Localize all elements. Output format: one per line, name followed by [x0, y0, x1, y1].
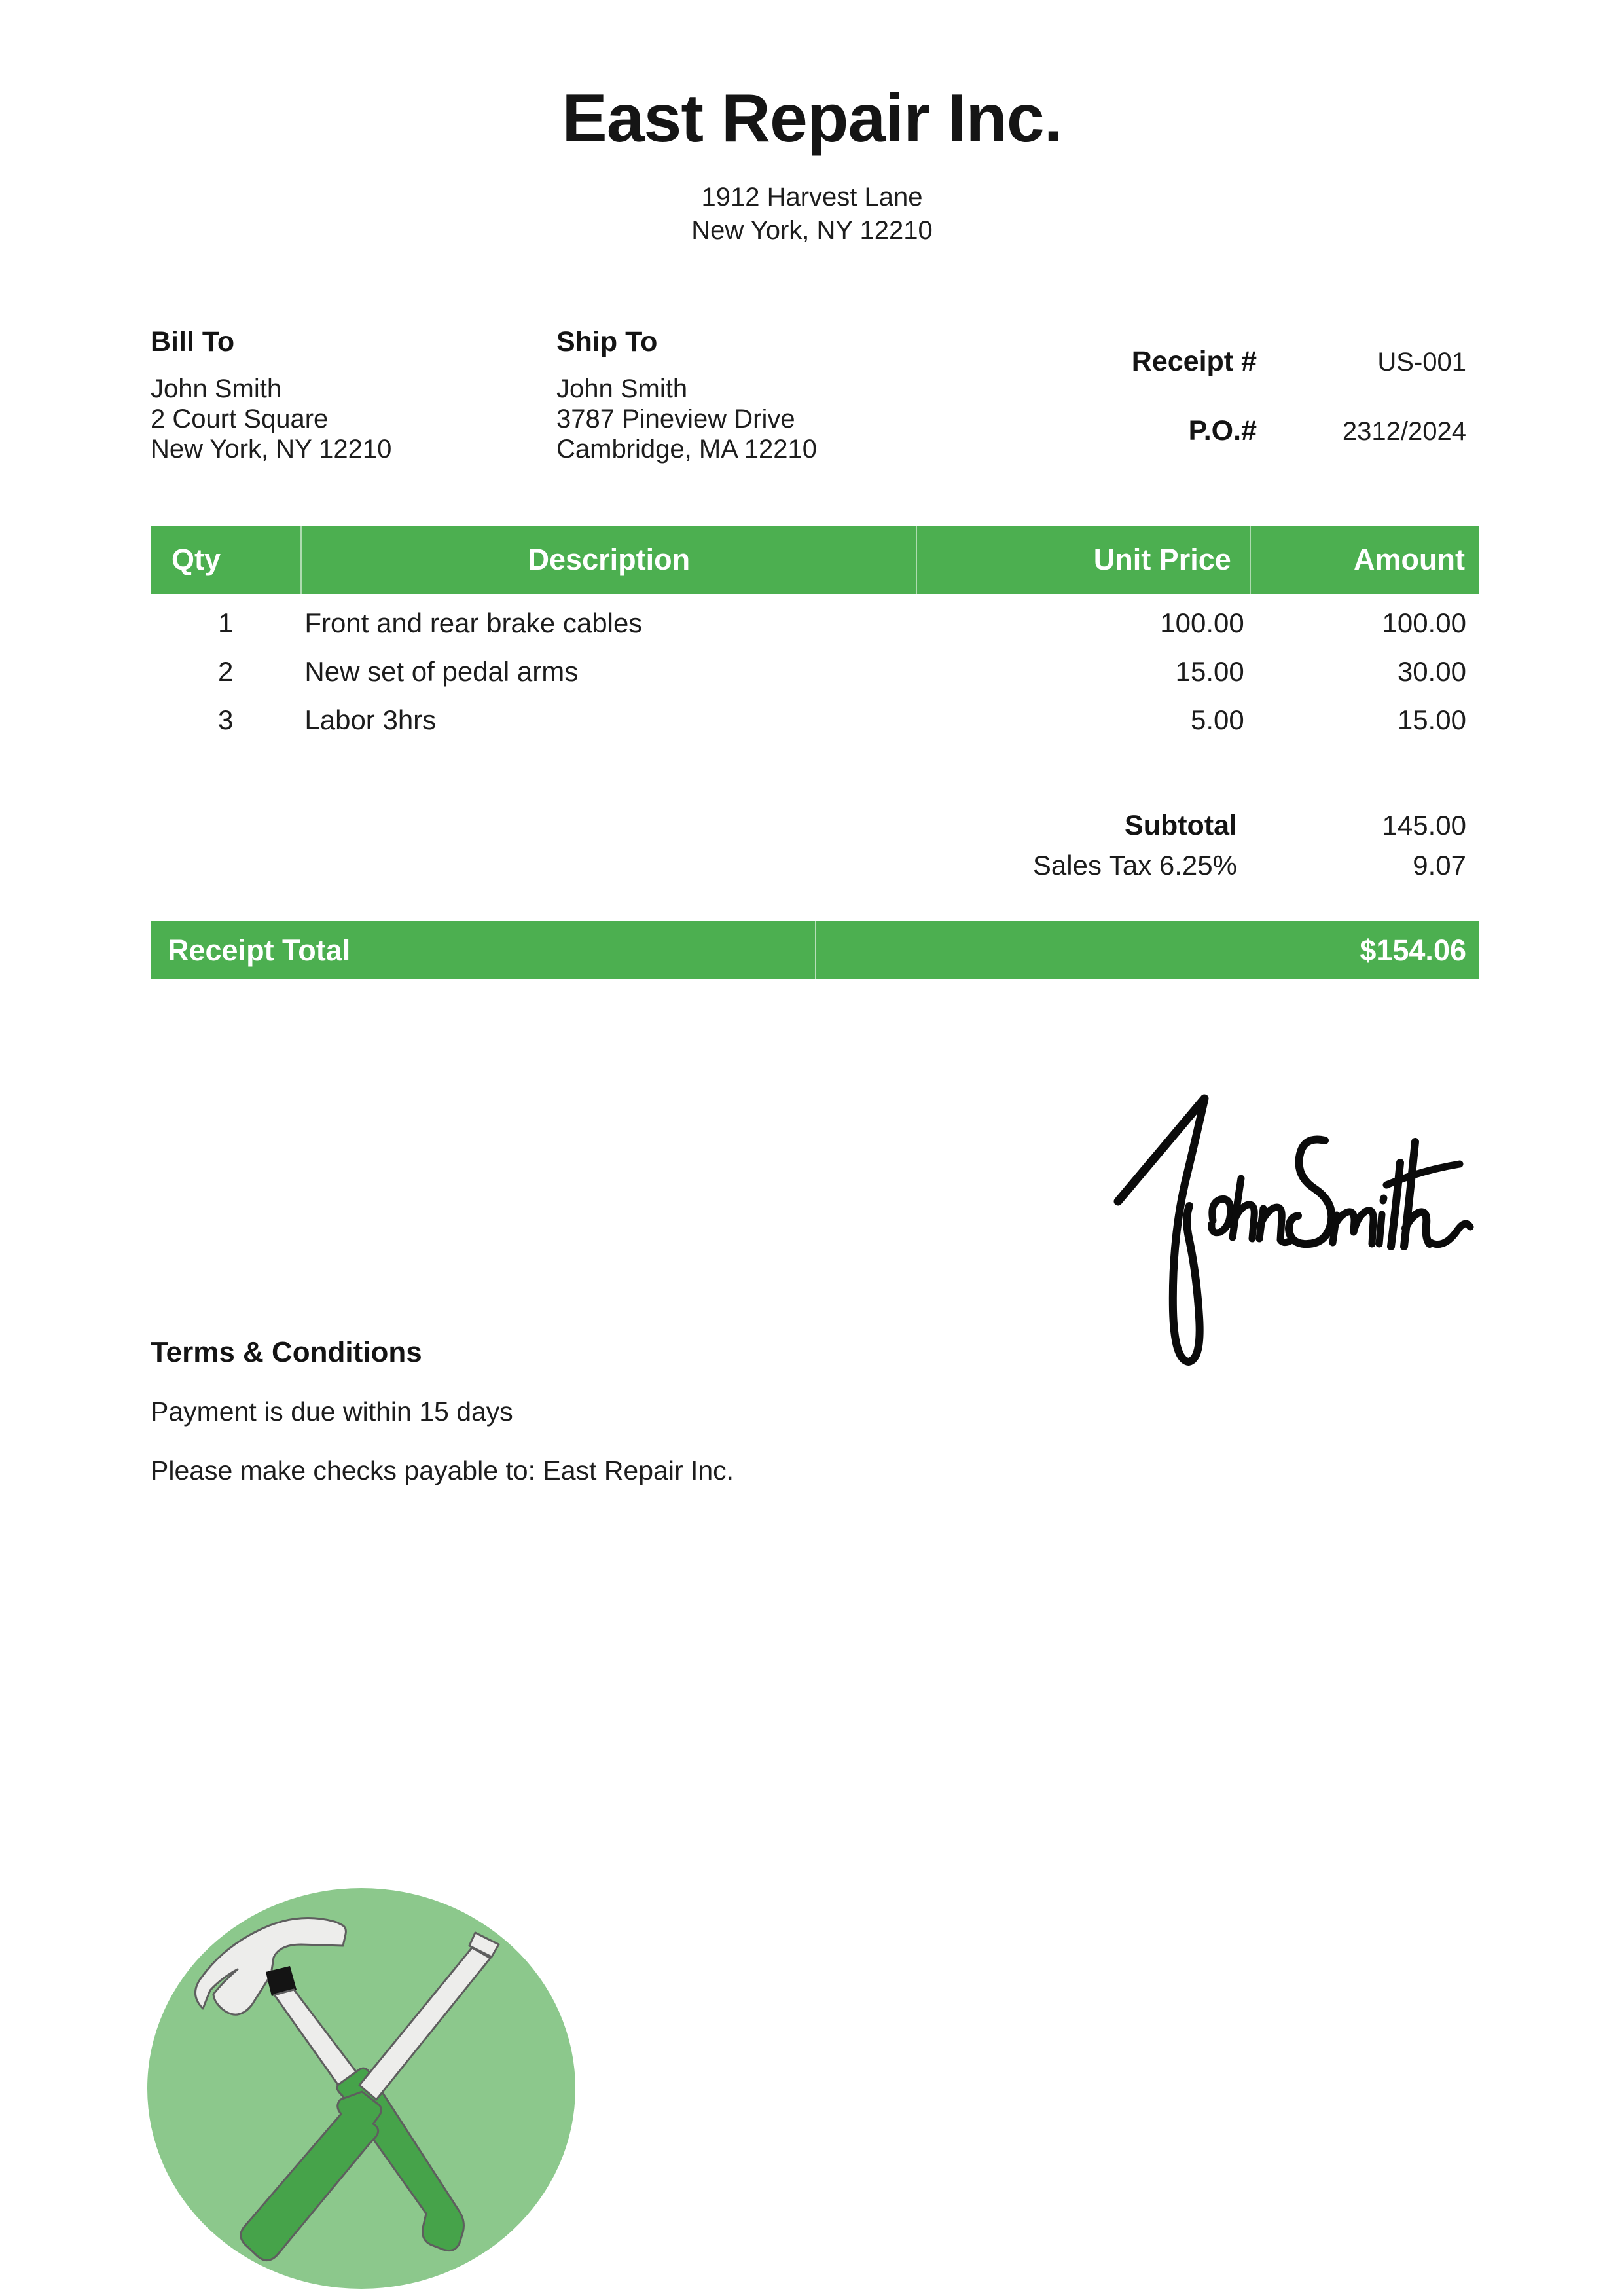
- table-row: [151, 647, 1479, 696]
- receipt-number-label: Receipt #: [1131, 346, 1257, 377]
- row-unit-price: 5.00: [1191, 704, 1244, 735]
- po-number-row: [982, 415, 1466, 447]
- row-unit-price: 15.00: [1175, 656, 1244, 687]
- bill-to-name: John Smith: [151, 374, 282, 403]
- receipt-number-value: US-001: [1377, 348, 1466, 376]
- terms-heading: Terms & Conditions: [151, 1336, 422, 1368]
- row-description: Front and rear brake cables: [304, 608, 643, 638]
- row-qty: 2: [218, 656, 234, 687]
- sales-tax-value: 9.07: [1413, 850, 1466, 881]
- row-amount: 30.00: [1397, 656, 1466, 687]
- row-qty: 3: [218, 704, 234, 735]
- ship-to-street: 3787 Pineview Drive: [556, 405, 795, 433]
- header-unit-price: Unit Price: [916, 526, 1250, 594]
- receipt-total-label: Receipt Total: [168, 933, 351, 967]
- table-row: [151, 696, 1479, 744]
- bill-to-address: [151, 374, 391, 464]
- row-unit-price: 100.00: [1160, 608, 1244, 638]
- items-table: [151, 526, 1479, 744]
- terms-line-2: Please make checks payable to: East Repair Inc.: [151, 1455, 734, 1485]
- bill-to-street: 2 Court Square: [151, 405, 329, 433]
- bill-to-city: New York, NY 12210: [151, 435, 392, 464]
- signature: [1106, 1080, 1479, 1388]
- subtotal-label: Subtotal: [1125, 810, 1237, 841]
- ship-to-name: John Smith: [556, 374, 688, 403]
- company-name: East Repair Inc.: [562, 81, 1062, 156]
- receipt-number-row: [982, 346, 1466, 378]
- receipt-total-bar: [151, 921, 1479, 979]
- terms-section: [151, 1336, 734, 1512]
- row-description: New set of pedal arms: [304, 656, 579, 687]
- ship-to-block: [556, 325, 817, 464]
- header-amount: Amount: [1250, 526, 1479, 594]
- company-address: [0, 181, 1624, 247]
- hammer-screwdriver-icon: [145, 1872, 577, 2296]
- bill-to-label: Bill To: [151, 326, 235, 357]
- po-number-label: P.O.#: [1188, 415, 1257, 446]
- row-qty: 1: [218, 608, 234, 638]
- company-logo: [145, 1872, 577, 2296]
- totals-block: [151, 810, 1479, 890]
- subtotal-row: [151, 810, 1479, 850]
- table-row: [151, 599, 1479, 647]
- items-table-header: [151, 526, 1479, 594]
- sales-tax-row: [151, 850, 1479, 890]
- header-description: Description: [300, 526, 916, 594]
- row-description: Labor 3hrs: [304, 704, 437, 735]
- terms-line-1: Payment is due within 15 days: [151, 1396, 513, 1427]
- company-address-line2: New York, NY 12210: [691, 216, 933, 245]
- subtotal-value: 145.00: [1382, 810, 1466, 841]
- po-number-value: 2312/2024: [1342, 417, 1466, 446]
- ship-to-city: Cambridge, MA 12210: [556, 435, 818, 464]
- bill-to-block: [151, 325, 391, 464]
- sales-tax-label: Sales Tax 6.25%: [1032, 850, 1237, 881]
- items-table-body: [151, 594, 1479, 744]
- row-amount: 100.00: [1382, 608, 1466, 638]
- header-qty: Qty: [171, 543, 221, 576]
- row-amount: 15.00: [1397, 704, 1466, 735]
- ship-to-address: [556, 374, 817, 464]
- signature-john-smith-icon: [1106, 1080, 1479, 1388]
- receipt-meta: [982, 346, 1466, 484]
- company-address-line1: 1912 Harvest Lane: [701, 183, 923, 211]
- receipt-total-value: $154.06: [815, 921, 1479, 979]
- ship-to-label: Ship To: [556, 326, 658, 357]
